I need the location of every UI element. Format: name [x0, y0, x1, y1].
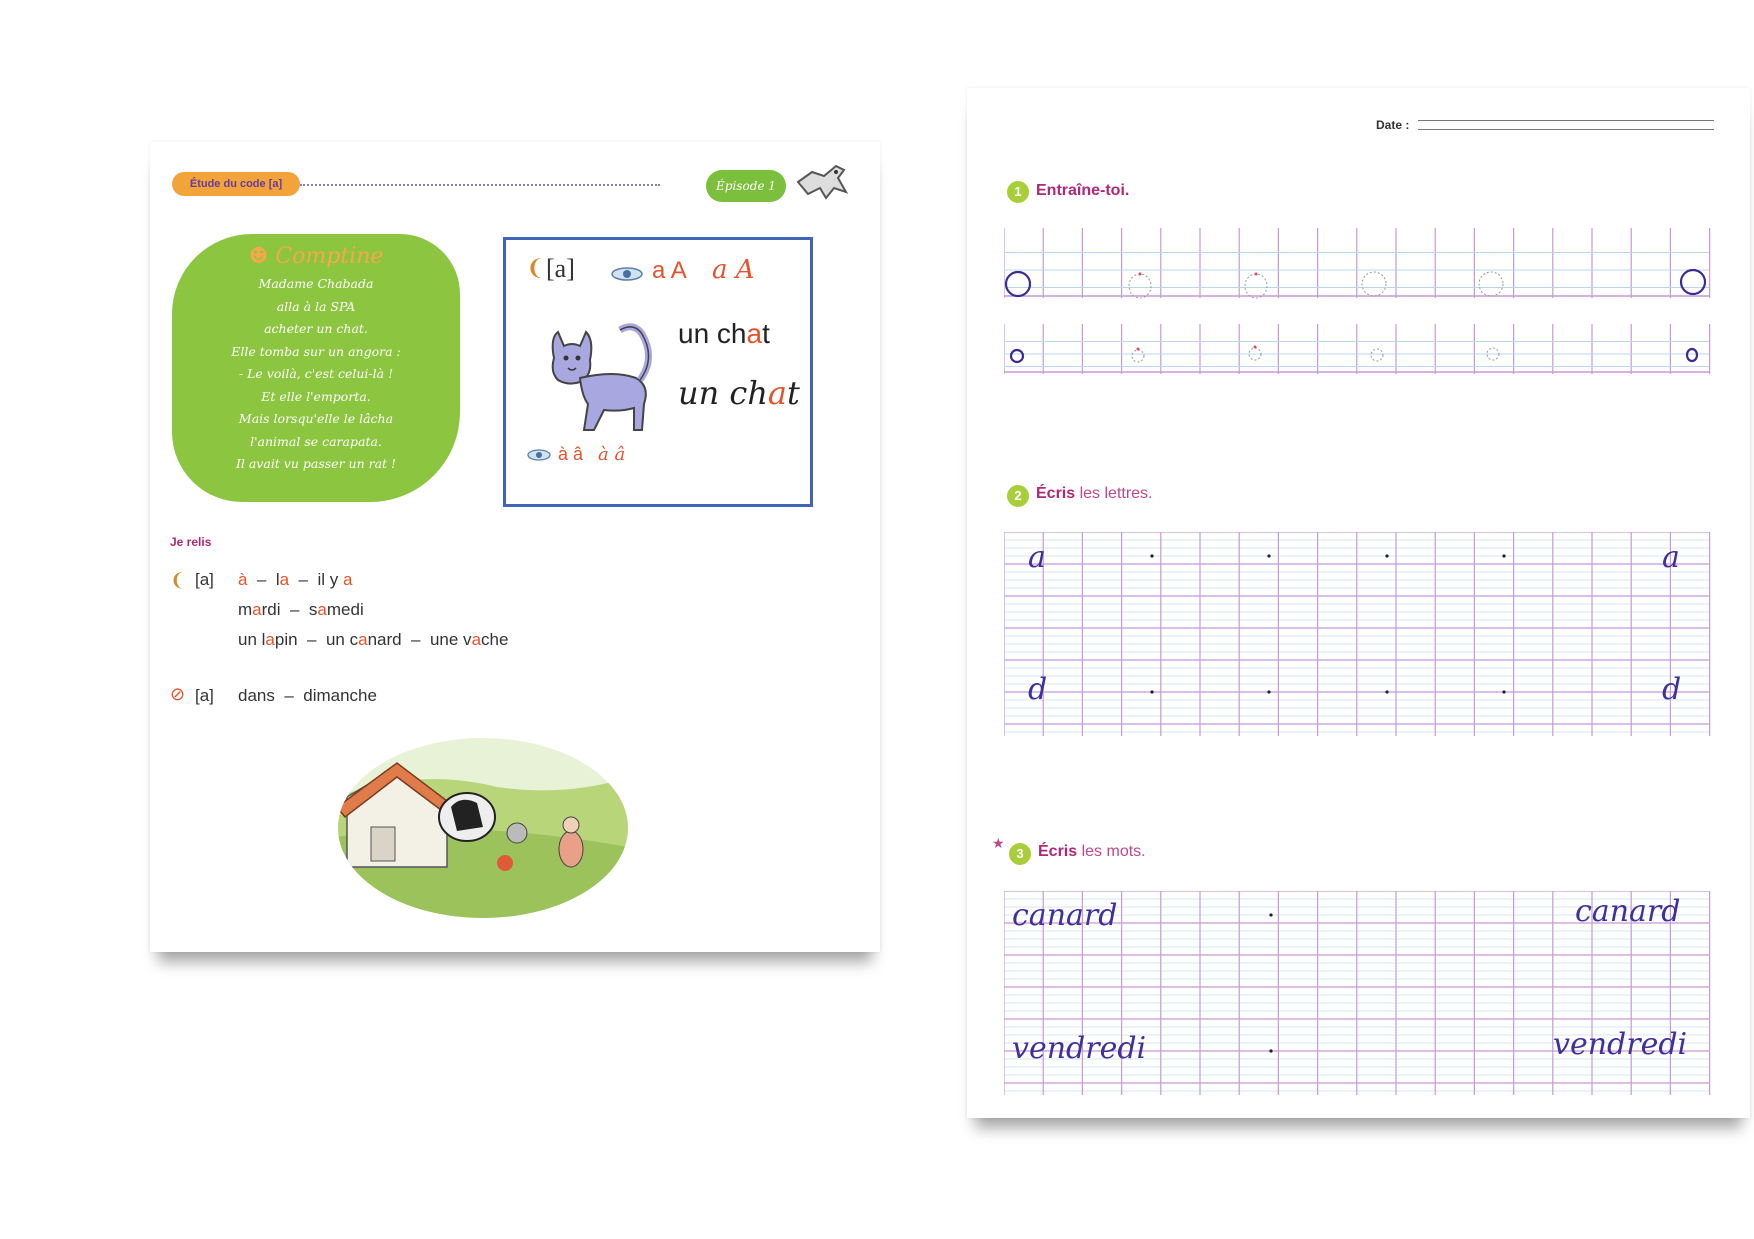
code-study-label: Étude du code [a]	[172, 172, 300, 196]
right-page	[967, 88, 1750, 1118]
relis-line-3: un lapin – un canard – une vache	[238, 630, 509, 649]
silent-line: dans – dimanche	[238, 686, 377, 705]
je-relis-title: Je relis	[170, 535, 212, 549]
phoneme-symbol: [a]	[546, 254, 575, 283]
comptine-line: Il avait vu passer un rat !	[235, 456, 397, 471]
relis-word: la	[275, 570, 290, 589]
relis-word: il y a	[317, 570, 353, 589]
word-chat-script: un chat	[678, 374, 800, 412]
exercise-2-title: Écris les lettres.	[1036, 485, 1153, 502]
comptine-blob	[172, 234, 460, 502]
wolf-illustration	[790, 152, 852, 204]
exercise-3-title: Écris les mots.	[1038, 843, 1146, 860]
relis-word: un canard	[325, 630, 402, 649]
model-word: vendredi	[1012, 1031, 1147, 1066]
date-field[interactable]	[1418, 120, 1714, 130]
crossed-ear-icon: ⊘	[170, 684, 186, 705]
relis-word: samedi	[308, 600, 364, 619]
start-dot	[1502, 690, 1505, 693]
relis-phoneme: [a]	[195, 570, 214, 589]
start-dot	[1385, 554, 1388, 557]
relis-word: un lapin	[238, 630, 298, 649]
cat-illustration	[524, 318, 674, 438]
exercise-2-grid[interactable]	[1004, 532, 1714, 738]
dotted-divider	[300, 184, 660, 186]
silent-phoneme: [a]	[195, 686, 214, 705]
start-dot	[1385, 690, 1388, 693]
relis-word: une vache	[429, 630, 509, 649]
comptine-line: Elle tomba sur un angora :	[231, 343, 401, 359]
exercise-number: 2	[1007, 485, 1029, 507]
start-dot	[1502, 554, 1505, 557]
comptine-line: alla à la SPA	[276, 298, 356, 314]
eye-icon	[526, 448, 552, 462]
start-dot	[1267, 690, 1270, 693]
left-page	[150, 142, 880, 952]
word-chat-print: un chat	[678, 318, 770, 349]
date-label: Date :	[1376, 118, 1410, 132]
relis-line-1: à – la – il y a	[238, 570, 353, 589]
exercise-number: 3	[1009, 843, 1031, 865]
relis-line-2: mardi – samedi	[238, 600, 364, 619]
comptine-line: - Le voilà, c'est celui-là !	[238, 366, 394, 381]
model-letter: d	[1028, 672, 1048, 707]
accents-script: à â	[598, 444, 626, 465]
start-dot	[1150, 554, 1153, 557]
relis-word: mardi	[238, 600, 281, 619]
start-dot	[1267, 554, 1270, 557]
star-icon: ★	[992, 836, 1005, 852]
sound-box	[503, 237, 813, 507]
ear-icon: ❨	[526, 256, 545, 281]
model-word: vendredi	[1553, 1027, 1688, 1062]
face-icon: ☻	[248, 244, 276, 269]
comptine-title: Comptine	[275, 244, 384, 269]
model-letter: a	[1028, 540, 1046, 575]
ear-icon: ❨	[170, 570, 186, 591]
episode-badge: Épisode 1	[706, 170, 786, 202]
comptine-line: Madame Chabada	[258, 276, 374, 291]
start-dot	[1269, 1049, 1272, 1052]
letters-print: a A	[652, 257, 687, 284]
start-dot	[1269, 913, 1272, 916]
exercise-number: 1	[1007, 181, 1029, 203]
comptine-line: Mais lorsqu'elle le lâcha	[238, 411, 394, 426]
comptine-line: Et elle l'emporta.	[261, 388, 371, 404]
model-letter: d	[1662, 672, 1682, 707]
letters-script: a A	[712, 255, 755, 285]
comptine-line: l'animal se carapata.	[250, 433, 382, 449]
model-word: canard	[1012, 898, 1118, 933]
eye-icon	[610, 266, 644, 282]
accents-print: à â	[558, 444, 584, 464]
relis-word: à	[238, 570, 248, 589]
farm-illustration	[337, 737, 629, 919]
comptine-line: acheter un chat.	[264, 321, 368, 336]
model-letter: a	[1662, 540, 1680, 575]
exercise-1-title: Entraîne-toi.	[1036, 182, 1130, 199]
start-dot	[1150, 690, 1153, 693]
exercise-1-grid[interactable]	[1004, 228, 1711, 374]
model-word: canard	[1575, 894, 1681, 929]
